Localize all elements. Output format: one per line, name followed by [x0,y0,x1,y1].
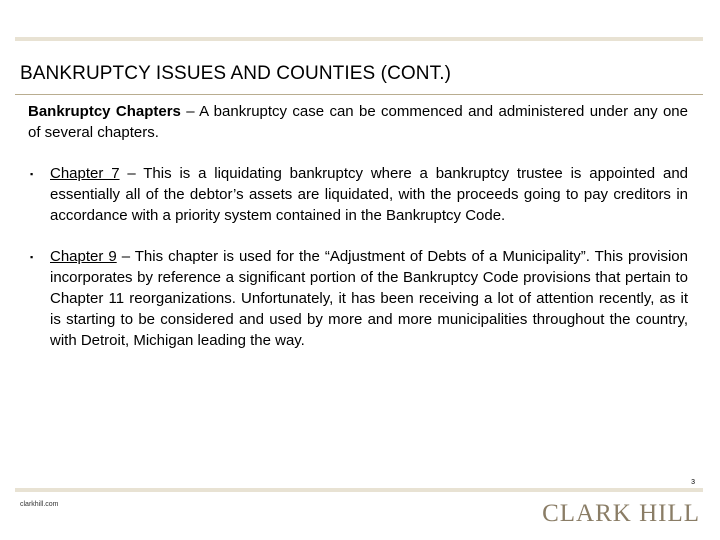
page-number: 3 [691,479,695,486]
chapter-9-label: Chapter 9 [50,248,117,265]
chapter-7-description: – This is a liquidating bankruptcy where a bankruptcy trustee is appointed and essentially all of the debtor’s assets are liquidated, with the proceeds going to pay creditors in accordance with a priority system contained in the Bankruptcy Code. [50,165,689,224]
bullet-marker: ▪ [30,252,34,262]
bullet-marker: ▪ [30,169,34,179]
title-divider [15,94,703,95]
intro-heading: Bankruptcy Chapters [28,103,181,120]
chapter-7-label: Chapter 7 [50,165,120,182]
intro-text: – A bankruptcy case can be commenced and administered under any one of several chapters. [28,103,688,141]
clark-hill-logo: CLARK HILL [542,500,700,527]
footer-url: clarkhill.com [20,501,59,508]
bullet-text [50,163,688,226]
bullet-chapter-9 [28,246,688,351]
chapter-9-description: – This chapter is used for the “Adjustment of Debts of a Municipality”. This provision incorporates by reference a significant portion of the Bankruptcy Code provisions that pertain to Chapter 11 reorganizations. Unfortunately, it has been receiving a lot of attention recently, as it is starting to be considered and used by more and more municipalities throughout the country, with Detroit, Michigan leading the way. [50,248,688,349]
intro-paragraph [28,101,688,143]
bottom-divider [15,488,703,492]
bullet-text [50,246,688,351]
top-divider [15,37,703,41]
slide-title: BANKRUPTCY ISSUES AND COUNTIES (CONT.) [20,63,452,84]
bullet-chapter-7 [28,163,688,226]
